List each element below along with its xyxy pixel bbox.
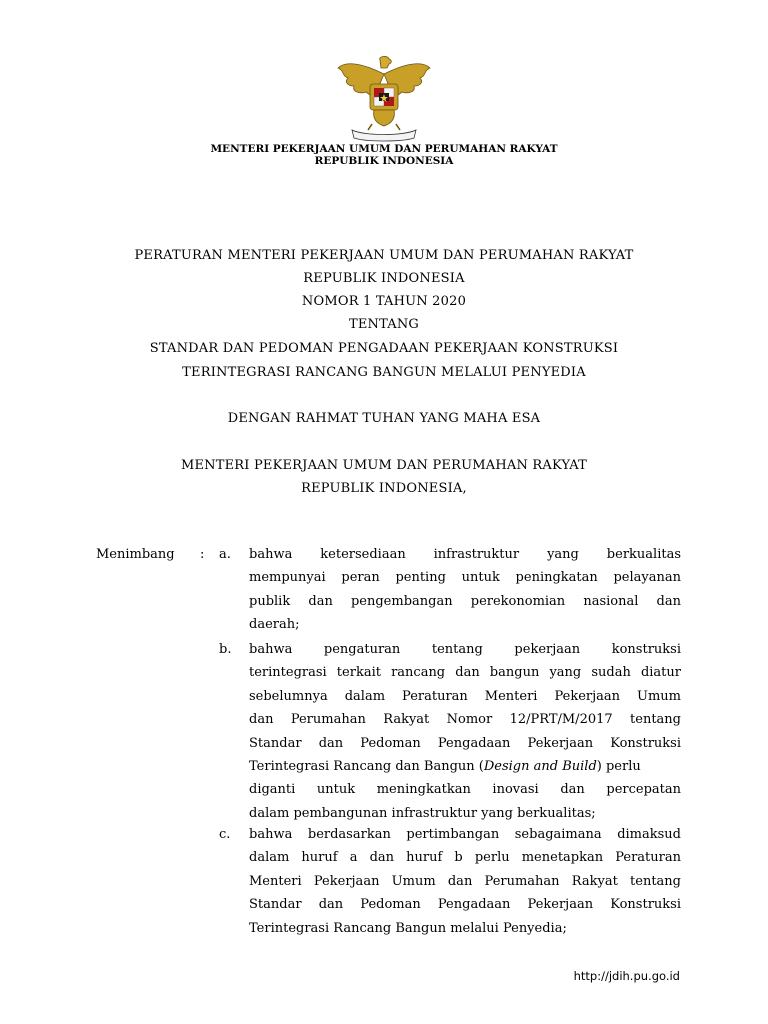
clause-line: bahwa pengaturan tentang pekerjaan konstruksi xyxy=(249,642,681,657)
regulation-number: NOMOR 1 TAHUN 2020 xyxy=(301,294,467,309)
clause-italic-term: Design and Build xyxy=(483,758,597,774)
letterhead-ministry: MENTERI PEKERJAAN UMUM DAN PERUMAHAN RAKYAT xyxy=(210,143,558,155)
clause-line: Menteri Pekerjaan Umum dan Perumahan Rakyat tentang xyxy=(249,873,681,889)
clause-a xyxy=(249,543,681,637)
clause-line: diganti untuk meningkatkan inovasi dan percepatan xyxy=(249,782,681,798)
issuer-line-2: REPUBLIK INDONESIA, xyxy=(301,481,467,496)
clause-c xyxy=(249,823,681,940)
clause-line: dalam huruf a dan huruf b perlu menetapkan Peraturan xyxy=(249,850,681,866)
clause-line: Standar dan Pedoman Pengadaan Pekerjaan Konstruksi xyxy=(249,735,681,751)
garuda-emblem-icon xyxy=(334,54,434,142)
invocation: DENGAN RAHMAT TUHAN YANG MAHA ESA xyxy=(227,411,541,426)
clause-line: publik dan pengembangan perekonomian nasional dan xyxy=(249,593,681,609)
clause-text: Terintegrasi Rancang dan Bangun ( xyxy=(249,758,484,774)
regulation-subject-line-2: TERINTEGRASI RANCANG BANGUN MELALUI PENYEDIA xyxy=(182,365,586,380)
clause-line: Standar dan Pedoman Pengadaan Pekerjaan Konstruksi xyxy=(249,897,681,913)
menimbang-colon: : xyxy=(200,547,205,562)
clause-b xyxy=(249,638,681,825)
clause-line: sebelumnya dalam Peraturan Menteri Pekerjaan Umum xyxy=(249,688,681,704)
clause-text: ) perlu xyxy=(596,758,641,774)
clause-line: daerah; xyxy=(249,617,300,633)
clause-line: terintegrasi terkait rancang dan bangun yang sudah diatur xyxy=(249,665,681,681)
clause-marker-a: a. xyxy=(219,547,231,562)
clause-marker-b: b. xyxy=(219,642,232,657)
clause-line: bahwa ketersediaan infrastruktur yang berkualitas xyxy=(249,547,681,562)
regulation-title-line-1: PERATURAN MENTERI PEKERJAAN UMUM DAN PERUMAHAN RAKYAT xyxy=(134,248,634,263)
clause-line: dalam pembangunan infrastruktur yang berkualitas; xyxy=(249,805,596,821)
footer-url-link[interactable]: http://jdih.pu.go.id xyxy=(573,969,680,983)
clause-line: bahwa berdasarkan pertimbangan sebagaimana dimaksud xyxy=(249,827,681,842)
menimbang-label: Menimbang xyxy=(96,547,175,562)
clause-marker-c: c. xyxy=(219,827,231,842)
clause-line: mempunyai peran penting untuk peningkatan pelayanan xyxy=(249,570,681,586)
regulation-subject-line-1: STANDAR DAN PEDOMAN PENGADAAN PEKERJAAN KONSTRUKSI xyxy=(149,341,619,356)
clause-line: dan Perumahan Rakyat Nomor 12/PRT/M/2017 tentang xyxy=(249,712,681,728)
issuer-line-1: MENTERI PEKERJAAN UMUM DAN PERUMAHAN RAKYAT xyxy=(180,458,588,473)
regulation-title-line-2: REPUBLIK INDONESIA xyxy=(303,271,465,286)
clause-line: Terintegrasi Rancang Bangun melalui Penyedia; xyxy=(249,920,567,936)
regulation-tentang: TENTANG xyxy=(348,317,420,332)
clause-line-mixed xyxy=(249,755,681,778)
letterhead-country: REPUBLIK INDONESIA xyxy=(314,155,454,167)
